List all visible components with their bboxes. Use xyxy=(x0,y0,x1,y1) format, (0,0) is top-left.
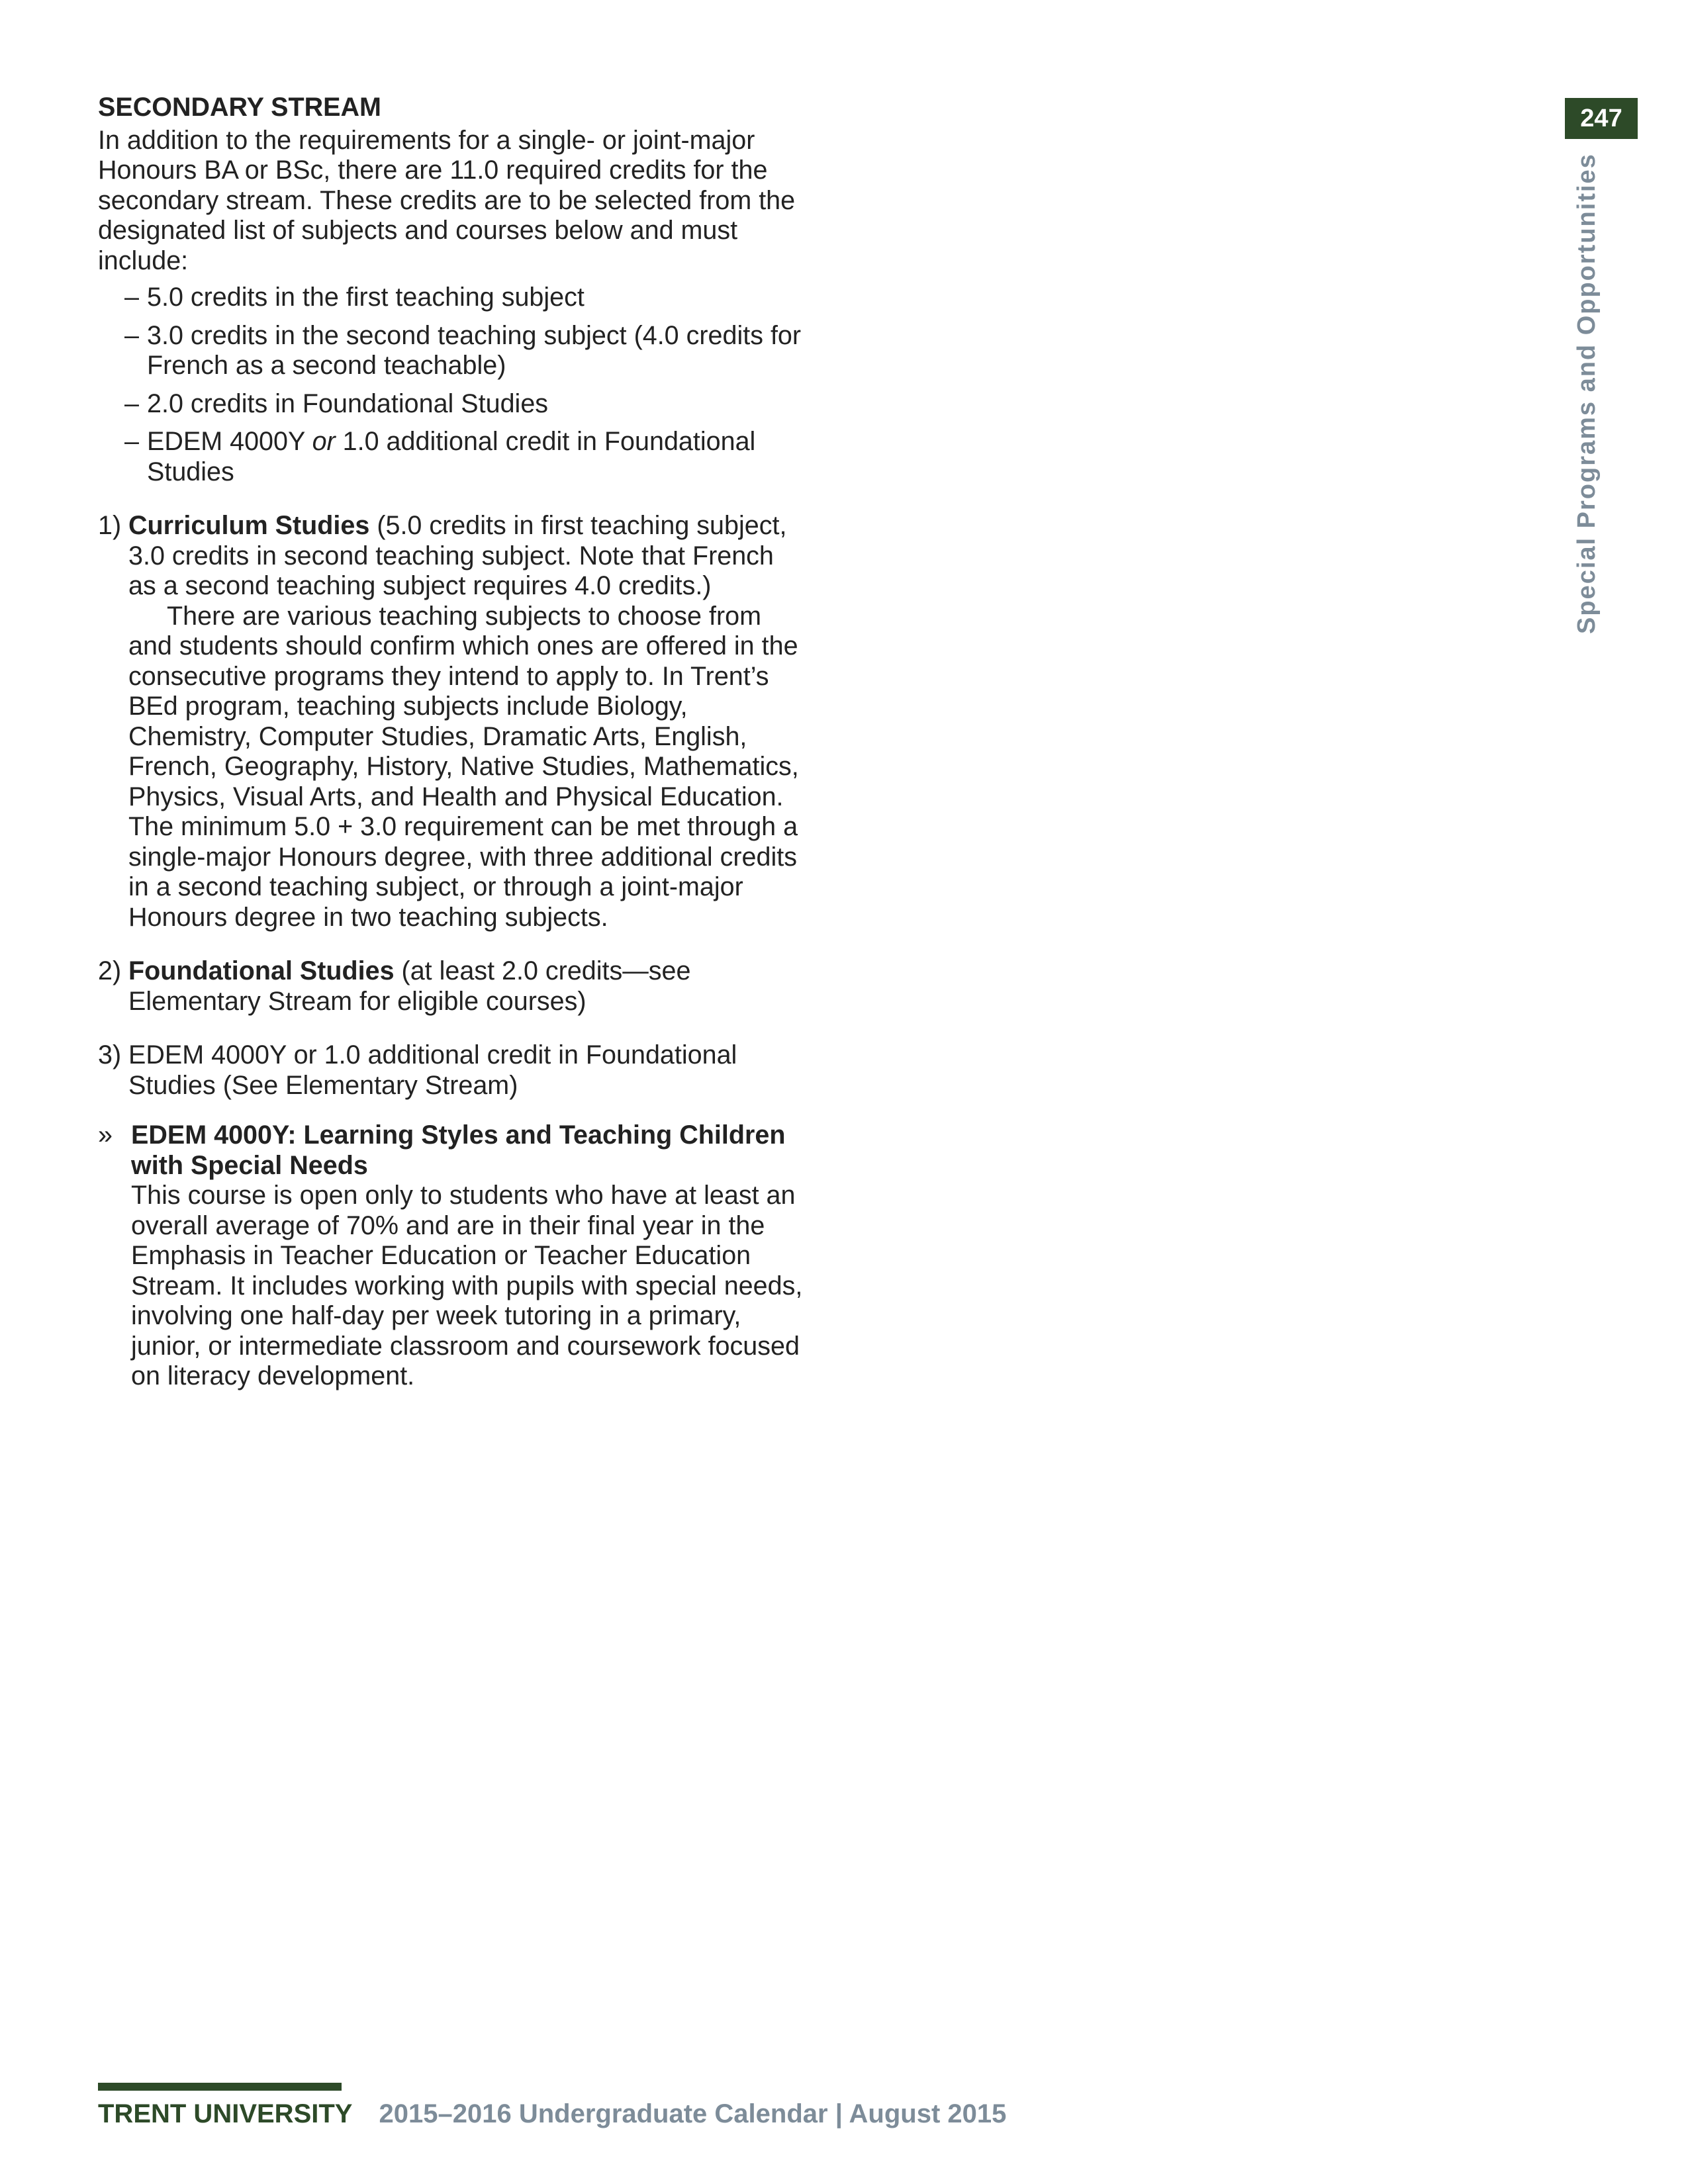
item-text: (5.0 credits in first teaching subject, 3.0 credits in second teaching subject. Note that French as a second teaching subject requires 4.0 credits.) xyxy=(128,511,787,600)
footer-rule xyxy=(98,2083,342,2091)
course-title: EDEM 4000Y: Learning Styles and Teaching Children with Special Needs xyxy=(131,1120,786,1180)
list-item-text: 2.0 credits in Foundational Studies xyxy=(147,388,549,418)
footer xyxy=(98,2099,1006,2129)
item-lead: Foundational Studies xyxy=(128,956,395,985)
course-entry xyxy=(98,1120,806,1392)
foundational-studies-item xyxy=(98,956,806,1017)
course-description: This course is open only to students who have at least an overall average of 70% and are in their final year in the Emphasis in Teacher Education or Teacher Education Stream. It includes working with pupils with special needs, involving one half-day per week tutoring in a primary, junior, or intermediate classroom and coursework focused on literacy development. xyxy=(131,1181,803,1390)
footer-calendar: 2015–2016 Undergraduate Calendar | August 2015 xyxy=(379,2099,1007,2128)
edem-option-item xyxy=(98,1040,806,1101)
main-content xyxy=(98,93,806,1392)
section-heading: SECONDARY STREAM xyxy=(98,93,381,122)
requirements-list xyxy=(98,283,806,487)
item-paragraph: There are various teaching subjects to choose from and students should confirm which ones are offered in the consecutive programs they intend to apply to. In Trent’s BEd program, teaching subjects include Biology, Chemistry, Computer Studies, Dramatic Arts, English, French, Geography, History, Native Studies, Mathematics, Physics, Visual Arts, and Health and Physical Education. The minimum 5.0 + 3.0 requirement can be met through a single-major Honours degree, with three additional credits in a second teaching subject, or through a joint-major Honours degree in two teaching subjects. xyxy=(128,601,799,932)
list-item-text-after: 1.0 additional credit in Foundational Studies xyxy=(147,427,756,486)
item-text: EDEM 4000Y or 1.0 additional credit in Foundational Studies (See Elementary Stream) xyxy=(128,1040,737,1100)
intro-paragraph: In addition to the requirements for a single- or joint-major Honours BA or BSc, there are 11.0 required credits for the secondary stream. These credits are to be selected from the designated list of subjects and courses below and must include: xyxy=(98,125,796,275)
footer-university: TRENT UNIVERSITY xyxy=(98,2099,353,2128)
item-number: 2) xyxy=(98,956,122,985)
item-text: (at least 2.0 credits—see Elementary Stream for eligible courses) xyxy=(128,956,691,1016)
list-item xyxy=(98,321,806,381)
item-lead: Curriculum Studies xyxy=(128,511,370,540)
section-side-title: Special Programs and Opportunities xyxy=(1573,153,1601,634)
list-item-text-before: EDEM 4000Y xyxy=(147,427,312,456)
curriculum-studies-item xyxy=(98,511,806,933)
dash-mark: – xyxy=(124,320,139,350)
page-number: 247 xyxy=(1565,98,1638,139)
list-item xyxy=(98,389,806,420)
item-number: 3) xyxy=(98,1040,122,1069)
list-item-text: 3.0 credits in the second teaching subject (4.0 credits for French as a second teachable) xyxy=(147,320,802,380)
list-item xyxy=(98,427,806,487)
dash-mark: – xyxy=(124,388,139,418)
chevron-right-icon: » xyxy=(98,1120,113,1150)
dash-mark: – xyxy=(124,427,139,456)
list-item xyxy=(98,283,806,313)
list-item-italic: or xyxy=(312,427,336,456)
dash-mark: – xyxy=(124,283,139,312)
item-number: 1) xyxy=(98,511,122,540)
list-item-text: 5.0 credits in the first teaching subject xyxy=(147,283,585,312)
